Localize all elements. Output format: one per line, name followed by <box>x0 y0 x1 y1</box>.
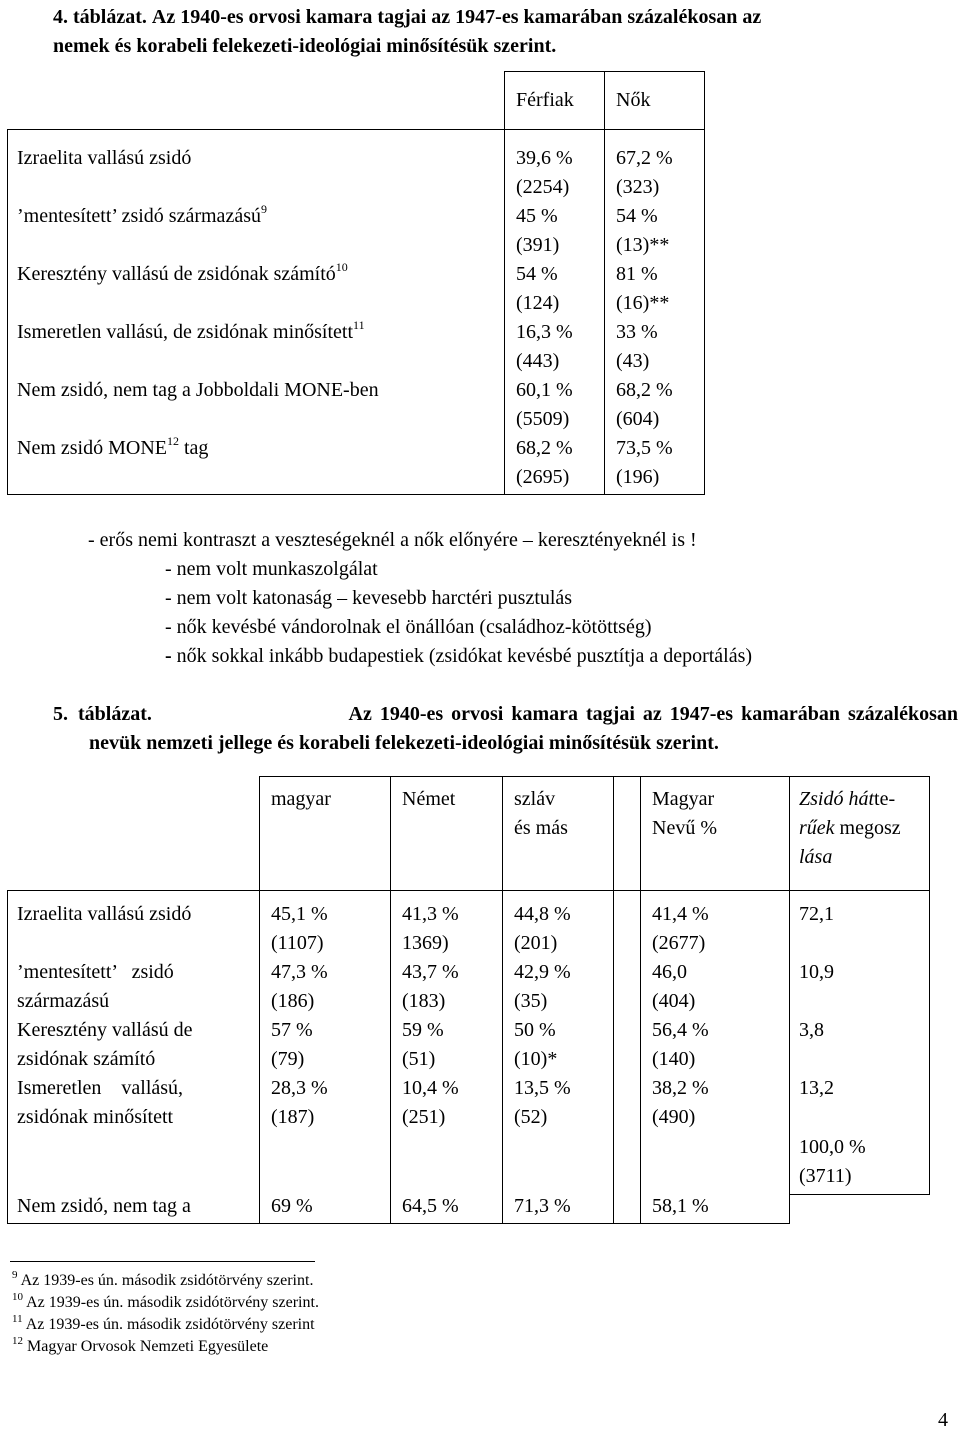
table5-cell-magyar: 28,3 % (187) <box>271 1077 328 1128</box>
table5-cell-zsido: 72,1 <box>799 903 834 925</box>
table5-cell-szlav: 50 % (10)* <box>514 1019 558 1070</box>
table4-cell-men: 45 % (391) <box>516 205 560 256</box>
table5-cell-magyar: 69 % <box>271 1195 313 1217</box>
table4-header-rule <box>7 129 704 130</box>
table4-header-women: Nők <box>616 89 651 111</box>
table4-cell-women: 54 % (13)** <box>616 205 670 256</box>
table5-cell-zsido: 13,2 <box>799 1077 834 1099</box>
footnote-separator <box>10 1261 315 1262</box>
table5-caption-line1: Az 1940-es orvosi kamara tagjai az 1947-es kamarában százalékosan <box>348 703 958 725</box>
table5-cell-nemet: 10,4 % (251) <box>402 1077 459 1128</box>
note-line: - nők kevésbé vándorolnak el önállóan (családhoz-kötöttség) <box>165 616 652 638</box>
table4-cell-women: 33 % (43) <box>616 321 658 372</box>
table4-caption <box>53 3 958 61</box>
table5-cell-magyar-nevu: 41,4 % (2677) <box>652 903 709 954</box>
table5-cell-nemet: 43,7 % (183) <box>402 961 459 1012</box>
table4-cell-men: 68,2 % (2695) <box>516 437 573 488</box>
table4-cell-women: 73,5 % (196) <box>616 437 673 488</box>
table5-cell-szlav: 71,3 % <box>514 1195 571 1217</box>
table5-bottom-rule <box>7 1223 789 1224</box>
table4-border-left <box>7 129 8 495</box>
table4-cell-women: 68,2 % (604) <box>616 379 673 430</box>
table5-border-left <box>7 890 8 1224</box>
table5-caption-line2: nevük nemzeti jellege és korabeli felekezeti-ideológiai minősítésük szerint. <box>89 732 719 754</box>
table5-header-rule <box>7 890 929 891</box>
table5-cell-nemet: 64,5 % <box>402 1195 459 1217</box>
table4-row-label: Nem zsidó, nem tag a Jobboldali MONE-ben <box>17 379 379 401</box>
table5-header-szlav: szláv és más <box>514 788 568 839</box>
table5-divider <box>789 776 790 1224</box>
table4-cell-men: 39,6 % (2254) <box>516 147 573 198</box>
table5-caption <box>53 700 958 758</box>
table5-cell-magyar-nevu: 38,2 % (490) <box>652 1077 709 1128</box>
table5-border-top <box>259 776 929 777</box>
table5-cell-magyar: 47,3 % (186) <box>271 961 328 1012</box>
table5-row-label: Keresztény vallású de zsidónak számító <box>17 1019 193 1070</box>
table5-divider <box>390 776 391 1224</box>
footnote-ref: 10 <box>335 260 348 275</box>
table5-cell-magyar-nevu: 56,4 % (140) <box>652 1019 709 1070</box>
table5-border-right <box>929 776 930 1195</box>
footnote: $^{12}$ Magyar Orvosok Nemzeti Egyesülete <box>12 1334 269 1355</box>
footnote-ref: 12 <box>166 434 179 449</box>
table5-cell-nemet: 59 % (51) <box>402 1019 444 1070</box>
table4-cell-women: 67,2 % (323) <box>616 147 673 198</box>
table4-divider-1 <box>504 71 505 495</box>
table5-cell-magyar-nevu: 46,0 (404) <box>652 961 696 1012</box>
table4-row-label: Ismeretlen vallású, de zsidónak minősített$^{11}$ <box>17 318 365 343</box>
note-line: - erős nemi kontraszt a veszteségeknél a nők előnyére – keresztényeknél is ! <box>88 529 697 551</box>
table5-row-label: Izraelita vallású zsidó <box>17 903 192 925</box>
table5-divider <box>613 776 614 1224</box>
table5-cell-szlav: 44,8 % (201) <box>514 903 571 954</box>
table4-number: 4. táblázat. <box>53 6 147 28</box>
footnote: $^9$ Az 1939-es ún. második zsidótörvény szerint. <box>12 1268 314 1289</box>
table5-total: 100,0 % (3711) <box>799 1136 866 1187</box>
page-number: 4 <box>938 1409 948 1431</box>
footnote-ref: 11 <box>353 318 365 333</box>
table4-row-label: Izraelita vallású zsidó <box>17 147 192 169</box>
table4-row-label: ’mentesített’ zsidó származású$^9$ <box>17 202 267 227</box>
footnote: $^{11}$ Az 1939-es ún. második zsidótörvény szerint <box>12 1312 315 1333</box>
footnote-ref: 9 <box>260 202 267 217</box>
table4-border-right <box>704 71 705 495</box>
table4-cell-men: 54 % (124) <box>516 263 560 314</box>
table5-cell-magyar-nevu: 58,1 % <box>652 1195 709 1217</box>
table4-row-label: Keresztény vallású de zsidónak számító$^{10}$ <box>17 260 348 285</box>
table4-caption-line2: nemek és korabeli felekezeti-ideológiai minősítésük szerint. <box>53 35 557 57</box>
table4-cell-men: 16,3 % (443) <box>516 321 573 372</box>
table4-caption-line1: Az 1940-es orvosi kamara tagjai az 1947-es kamarában százalékosan az <box>151 6 762 28</box>
note-line: - nők sokkal inkább budapestiek (zsidókat kevésbé pusztítja a deportálás) <box>165 645 753 667</box>
table5-cell-zsido: 3,8 <box>799 1019 824 1041</box>
table4-cell-women: 81 % (16)** <box>616 263 670 314</box>
note-line: - nem volt munkaszolgálat <box>165 558 378 580</box>
table5-row-label: Ismeretlen vallású, zsidónak minősített <box>17 1077 184 1128</box>
table5-header-magyar-nevu: Magyar Nevű % <box>652 788 717 839</box>
table5-number: 5. táblázat. <box>53 703 152 725</box>
table5-cell-zsido: 10,9 <box>799 961 834 983</box>
table4-row-label: Nem zsidó MONE$^{12}$ tag <box>17 434 209 459</box>
footnote: $^{10}$ Az 1939-es ún. második zsidótörvény szerint. <box>12 1290 319 1311</box>
table5-divider <box>502 776 503 1224</box>
table5-total-rule <box>789 1194 929 1195</box>
table5-cell-szlav: 42,9 % (35) <box>514 961 571 1012</box>
table5-header-nemet: Német <box>402 788 456 810</box>
table5-header-zsido: Zsidó hátte- rűek megosz lása <box>799 788 901 868</box>
table4-cell-men: 60,1 % (5509) <box>516 379 573 430</box>
table5-row-label: Nem zsidó, nem tag a <box>17 1195 191 1217</box>
table5-cell-magyar: 45,1 % (1107) <box>271 903 328 954</box>
footnotes <box>12 1270 319 1358</box>
table5-header-magyar: magyar <box>271 788 331 810</box>
table4-header-men: Férfiak <box>516 89 574 111</box>
table5-row-label: ’mentesített’ zsidó származású <box>17 961 174 1012</box>
table5-divider <box>259 776 260 1224</box>
table5-cell-szlav: 13,5 % (52) <box>514 1077 571 1128</box>
table4-border-bottom <box>7 494 704 495</box>
table5-divider <box>640 776 641 1224</box>
table4-divider-2 <box>604 71 605 495</box>
table5-cell-nemet: 41,3 % 1369) <box>402 903 459 954</box>
table5-cell-magyar: 57 % (79) <box>271 1019 313 1070</box>
note-line: - nem volt katonaság – kevesebb harctéri pusztulás <box>165 587 573 609</box>
